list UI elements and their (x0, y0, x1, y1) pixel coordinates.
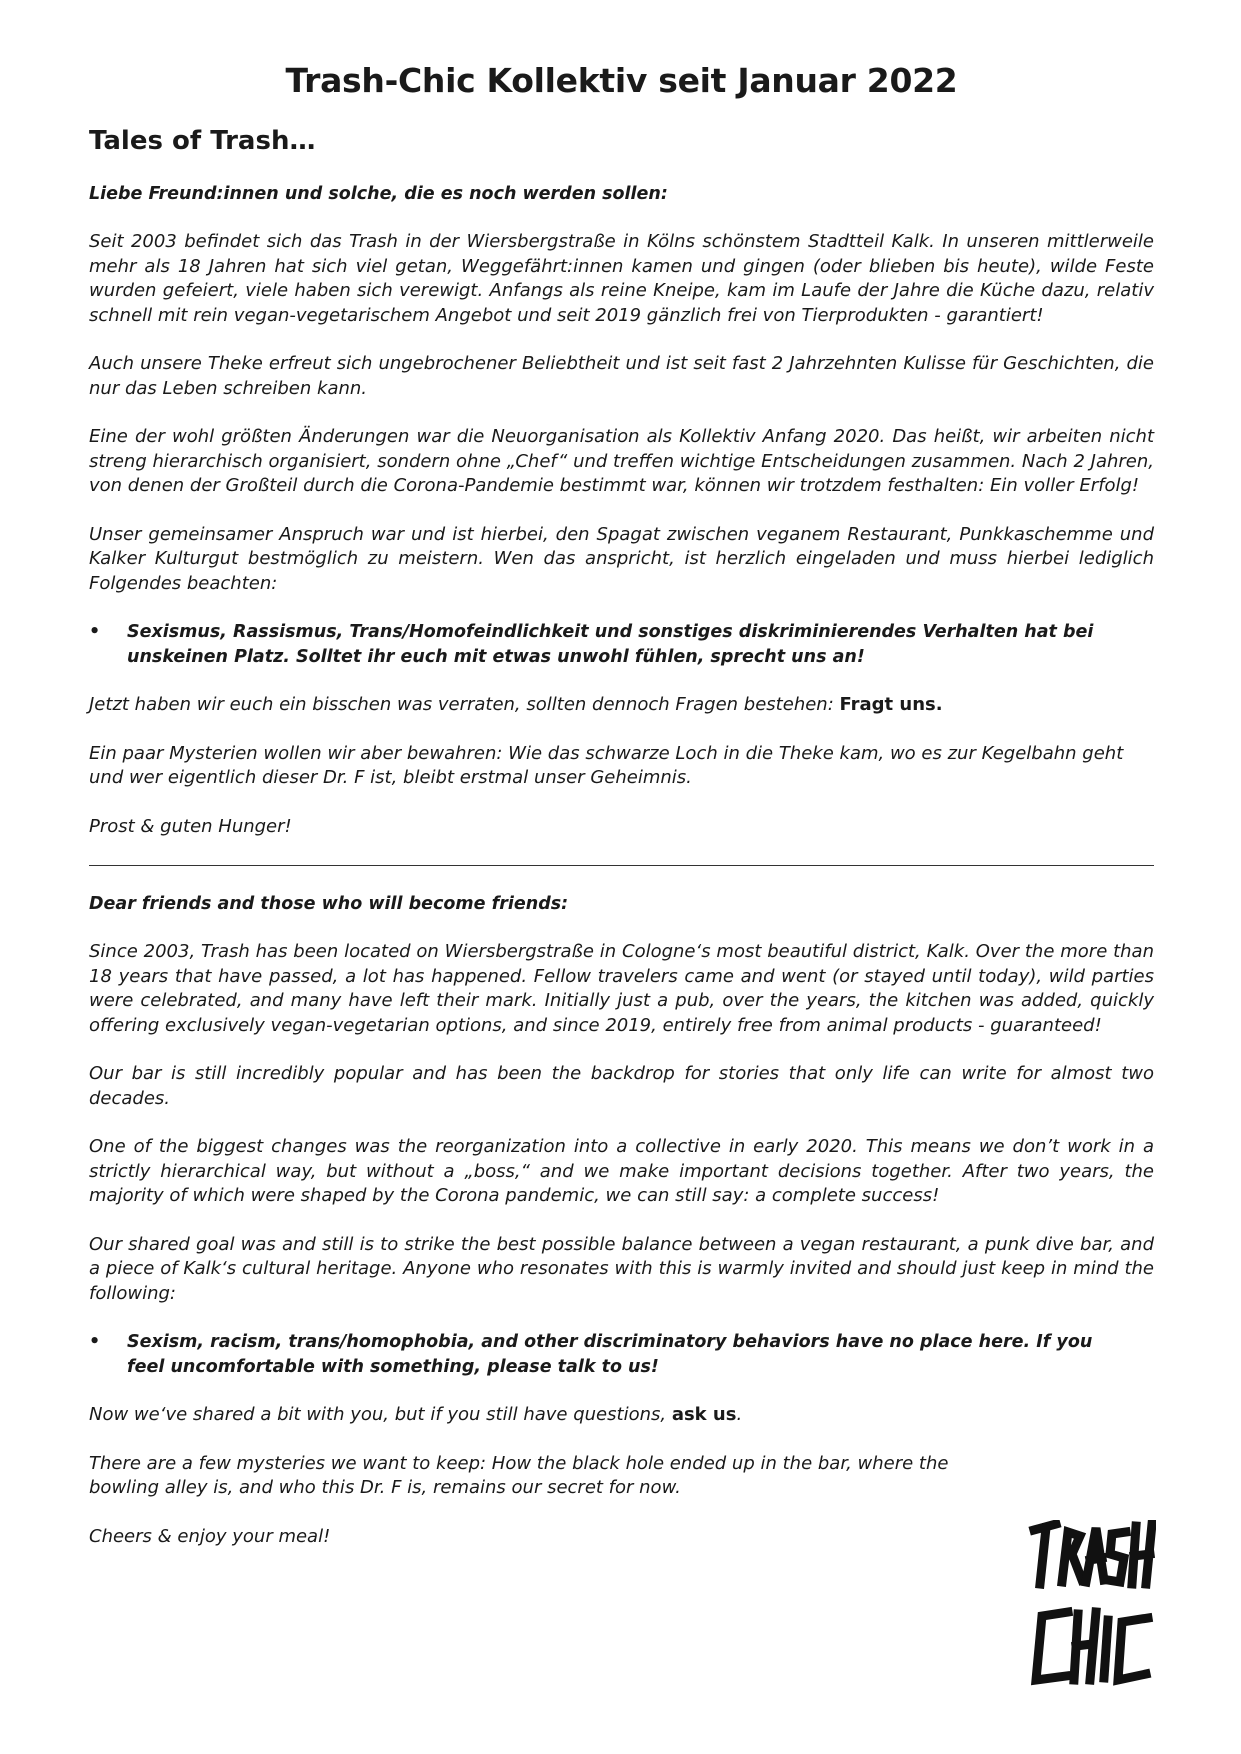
english-rules-bullet (89, 1330, 1154, 1379)
english-closing: Cheers & enjoy your meal! (89, 1525, 331, 1547)
german-rules-text: Sexismus, Rassismus, Trans/Homofeindlichkeit und sonstiges diskriminierendes Verhalten hat bei unskeinen Platz. Solltet ihr euch mit etwas unwohl fühlen, sprecht uns an! (127, 622, 1094, 667)
page-subtitle: Tales of Trash… (89, 126, 316, 156)
english-paragraph-1: Since 2003, Trash has been located on Wiersbergstraße in Cologne‘s most beautiful district, Kalk. Over the more than 18 years that have passed, a lot has happened. Fellow travelers came and went (or stayed until today), wild parties were celebrated, and many have left their mark. Initially just a pub, over the years, the kitchen was added, quickly offering exclusively vegan-vegetarian options, and since 2019, entirely free from animal products - guaranteed! (89, 941, 1154, 1036)
page-title: Trash-Chic Kollektiv seit Januar 2022 (285, 61, 958, 100)
english-ask-us: ask us (671, 1404, 737, 1425)
german-rules-bullet (89, 620, 1154, 669)
english-paragraph-3: One of the biggest changes was the reorganization into a collective in early 2020. This means we don’t work in a strictly hierarchical way, but without a „boss,“ and we make important decisions together. After two years, the majority of which were shaped by the Corona pandemic, we can still say: a complete success! (89, 1136, 1154, 1206)
document-page (89, 58, 1154, 1549)
english-mysteries: There are a few mysteries we want to keep: How the black hole ended up in the bar, where the bowling alley is, and who this Dr. F is, remains our secret for now. (89, 1452, 949, 1498)
german-paragraph-2: Auch unsere Theke erfreut sich ungebrochener Beliebtheit und ist seit fast 2 Jahrzehnten Kulisse für Geschichten, die nur das Leben schreiben kann. (89, 353, 1154, 399)
bullet-icon: • (89, 622, 101, 642)
german-ask-us: Fragt uns. (839, 694, 943, 715)
german-section (89, 182, 1154, 839)
english-salutation: Dear friends and those who will become friends: (89, 894, 569, 914)
english-paragraph-4: Our shared goal was and still is to strike the best possible balance between a vegan restaurant, a punk dive bar, and a piece of Kalk‘s cultural heritage. Anyone who resonates with this is warmly invited and should just keep in mind the following: (89, 1233, 1154, 1304)
english-questions (89, 1403, 1154, 1428)
german-questions (89, 693, 1154, 718)
english-rules-text: Sexism, racism, trans/homophobia, and other discriminatory behaviors have no place here. If you feel uncomfortable with something, please talk to us! (127, 1332, 1093, 1377)
german-paragraph-1: Seit 2003 befindet sich das Trash in der Wiersbergstraße in Kölns schönstem Stadtteil Kalk. In unseren mittlerweile mehr als 18 Jahren hat sich viel getan, Weggefährt:innen kamen und gingen (oder blieben bis heute), wilde Feste wurden gefeiert, viele haben sich verewigt. Anfangs als reine Kneipe, kam im Laufe der Jahre die Küche dazu, relativ schnell mit rein vegan-vegetarischem Angebot und seit 2019 gänzlich frei von Tierprodukten - garantiert! (89, 231, 1154, 326)
english-section (89, 892, 1154, 1549)
logo-text-trash: TRASH (1028, 1520, 1032, 1521)
english-paragraph-2: Our bar is still incredibly popular and has been the backdrop for stories that only life can write for almost two decades. (89, 1063, 1154, 1109)
german-closing: Prost & guten Hunger! (89, 815, 292, 837)
section-divider (89, 865, 1154, 866)
german-mysteries: Ein paar Mysterien wollen wir aber bewahren: Wie das schwarze Loch in die Theke kam, wo es zur Kegelbahn geht und wer eigentlich dieser Dr. F ist, bleibt erstmal unser Geheimnis. (89, 742, 1124, 788)
german-paragraph-3: Eine der wohl größten Änderungen war die Neuorganisation als Kollektiv Anfang 2020. Das heißt, wir arbeiten nicht streng hierarchisch organisiert, sondern ohne „Chef“ und treffen wichtige Entscheidungen zusammen. Nach 2 Jahren, von denen der Großteil durch die Corona-Pandemie bestimmt war, können wir trotzdem festhalten: Ein voller Erfolg! (89, 426, 1154, 496)
german-salutation: Liebe Freund:innen und solche, die es noch werden sollen: (89, 184, 668, 204)
english-questions-end: . (736, 1404, 743, 1425)
german-questions-text: Jetzt haben wir euch ein bisschen was verraten, sollten dennoch Fragen bestehen: (89, 694, 840, 715)
german-paragraph-4: Unser gemeinsamer Anspruch war und ist hierbei, den Spagat zwischen veganem Restaurant, Punkkaschemme und Kalker Kulturgut bestmöglich zu meistern. Wen das anspricht, ist herzlich eingeladen und muss hierbei lediglich Folgendes beachten: (89, 523, 1154, 594)
english-questions-text: Now we‘ve shared a bit with you, but if you still have questions, (89, 1404, 672, 1425)
bullet-icon: • (89, 1332, 101, 1352)
trash-chic-logo (1028, 1520, 1156, 1690)
